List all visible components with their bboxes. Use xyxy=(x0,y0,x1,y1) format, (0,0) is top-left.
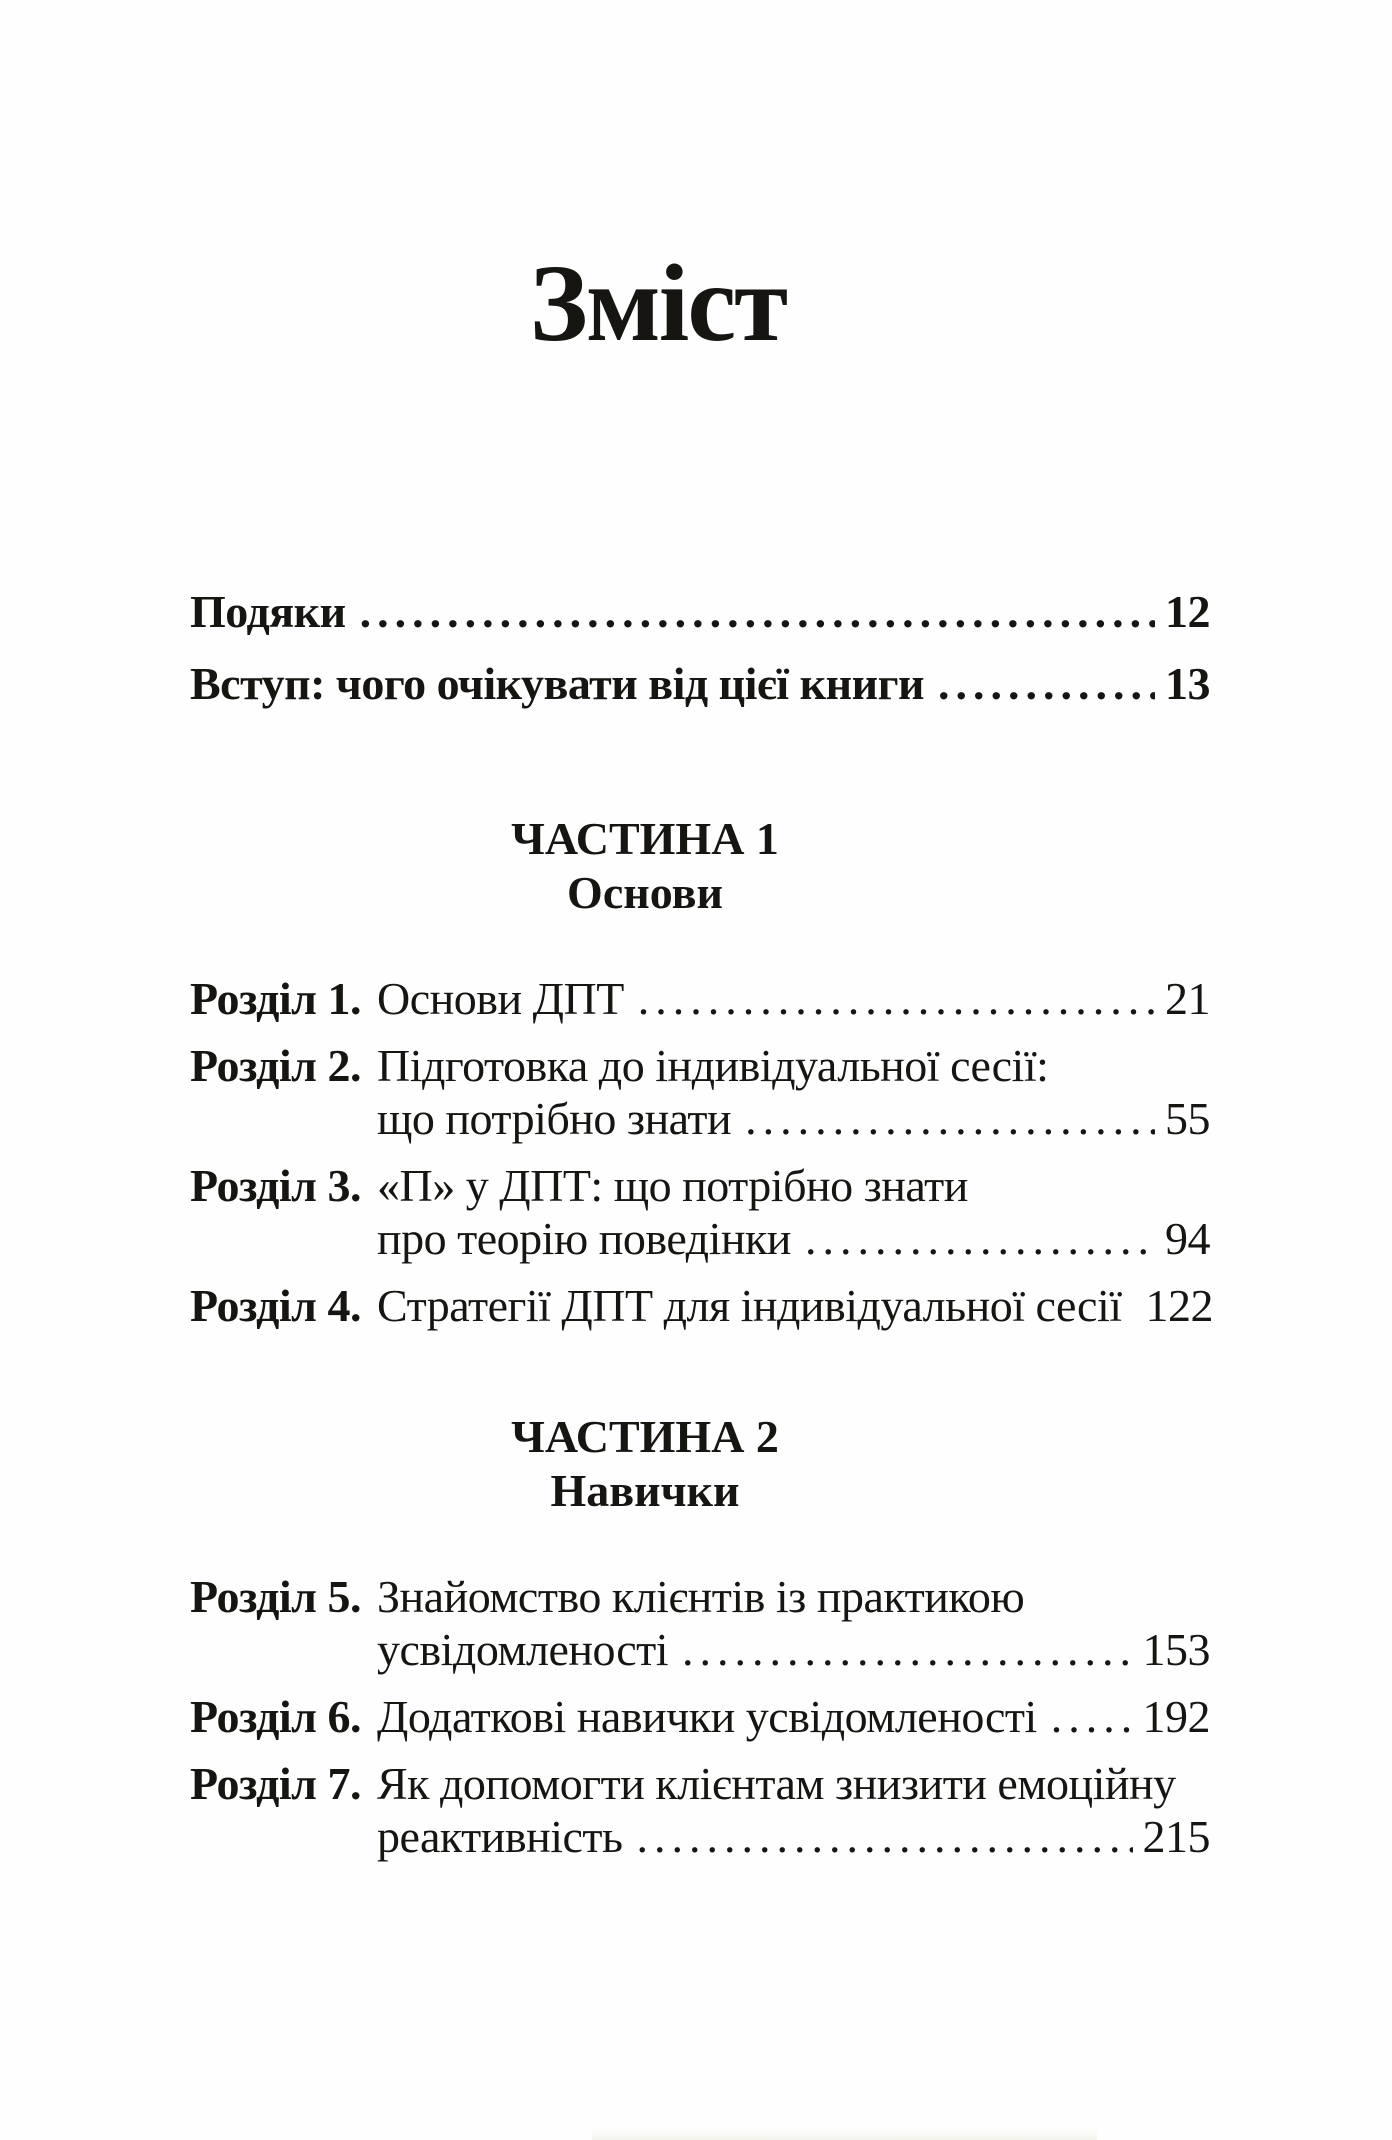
toc-entry-rozdil-4 xyxy=(190,1279,1214,1332)
part-2-heading xyxy=(190,1410,1100,1518)
entry-label: Вступ: чого очікувати від цієї книги xyxy=(190,658,924,709)
dotted-leader xyxy=(638,972,1155,1025)
page-number: 13 xyxy=(1165,658,1210,709)
chapter-title-line-2: що потрібно знати xyxy=(377,1093,732,1144)
dotted-leader xyxy=(938,657,1155,710)
part-1-chapter-list xyxy=(190,972,1214,1332)
chapter-title-line-1: Знайомство клієнтів із практикою xyxy=(377,1571,1025,1622)
chapter-label: Розділ 4. xyxy=(190,1280,361,1331)
page-number: 21 xyxy=(1165,973,1210,1024)
dotted-leader xyxy=(360,585,1155,638)
dotted-leader xyxy=(682,1623,1133,1676)
toc-entry-vstup xyxy=(190,657,1210,710)
front-matter-list xyxy=(190,585,1210,710)
chapter-label: Розділ 5. xyxy=(190,1571,361,1622)
toc-entry-podyaky xyxy=(190,585,1210,638)
chapter-label: Розділ 6. xyxy=(190,1691,361,1742)
page-number: 122 xyxy=(1145,1280,1214,1331)
chapter-label: Розділ 1. xyxy=(190,973,361,1024)
toc-entry-rozdil-1 xyxy=(190,972,1210,1025)
page-number: 153 xyxy=(1142,1624,1210,1675)
toc-content xyxy=(190,0,1214,1877)
chapter-title: Стратегії ДПТ для індивідуальної сесії xyxy=(377,1280,1122,1331)
chapter-title: Додаткові навички усвідомленості xyxy=(377,1691,1037,1742)
page-number: 215 xyxy=(1142,1811,1210,1862)
entry-label: Подяки xyxy=(190,586,346,637)
page-number: 94 xyxy=(1165,1213,1210,1264)
chapter-title-line-2: усвідомленості xyxy=(377,1624,668,1675)
part-1-title: ЧАСТИНА 1 xyxy=(511,813,779,864)
toc-entry-rozdil-7 xyxy=(190,1757,1210,1863)
chapter-title-line-2: реактивність xyxy=(377,1811,623,1862)
page-number: 192 xyxy=(1142,1691,1210,1742)
part-2-subtitle: Навички xyxy=(550,1465,740,1516)
dotted-leader xyxy=(745,1092,1155,1145)
toc-entry-rozdil-6 xyxy=(190,1690,1210,1743)
chapter-title-line-1: Підготовка до індивідуальної сесії: xyxy=(377,1040,1049,1091)
toc-entry-rozdil-5 xyxy=(190,1570,1210,1676)
dotted-leader xyxy=(636,1810,1132,1863)
chapter-label: Розділ 7. xyxy=(190,1758,361,1809)
toc-entry-rozdil-2 xyxy=(190,1039,1210,1145)
page-title: Зміст xyxy=(529,242,787,364)
part-2-chapter-list xyxy=(190,1570,1210,1863)
toc-entry-rozdil-3 xyxy=(190,1159,1210,1265)
scan-artifact-bar xyxy=(592,2127,1097,2140)
part-1-heading xyxy=(190,812,1100,920)
chapter-label: Розділ 3. xyxy=(190,1160,361,1211)
chapter-label: Розділ 2. xyxy=(190,1040,361,1091)
chapter-title: Основи ДПТ xyxy=(377,973,624,1024)
page-number: 12 xyxy=(1165,586,1210,637)
page-number: 55 xyxy=(1165,1093,1210,1144)
dotted-leader xyxy=(1051,1690,1133,1743)
chapter-title-line-2: про теорію поведінки xyxy=(377,1213,791,1264)
dotted-leader xyxy=(805,1212,1155,1265)
chapter-title-line-1: «П» у ДПТ: що потрібно знати xyxy=(377,1160,968,1211)
chapter-title-line-1: Як допомогти клієнтам знизити емоційну xyxy=(377,1758,1176,1809)
part-2-title: ЧАСТИНА 2 xyxy=(511,1411,779,1462)
part-1-subtitle: Основи xyxy=(567,867,723,918)
